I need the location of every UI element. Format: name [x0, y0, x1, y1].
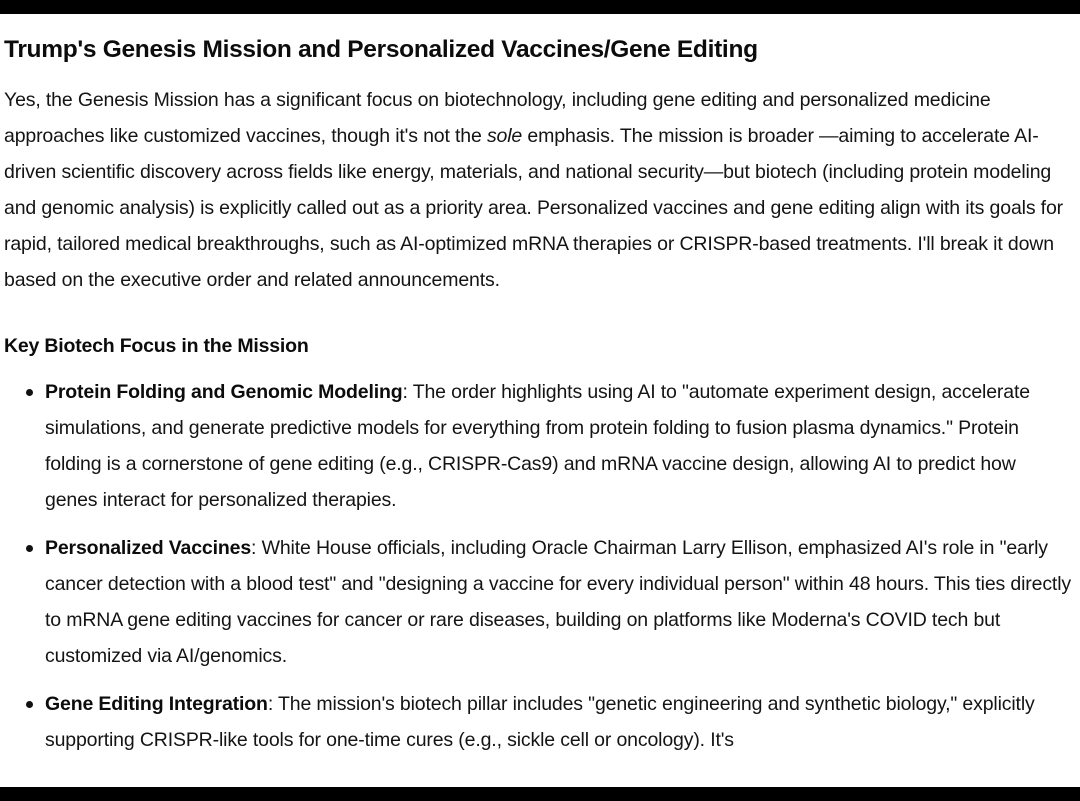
intro-emphasis: sole [486, 125, 523, 147]
bullet-term: Gene Editing Integration [45, 693, 268, 715]
article [4, 30, 1072, 770]
bullet-text: : White House officials, including Oracle Chairman Larry Ellison, emphasized AI's role in "early cancer detection with a blood test" and "designing a vaccine for every individual person" within 48 hours. This ties directly to mRNA gene editing vaccines for cancer or rare diseases, building on platforms like Moderna's COVID tech but customized via AI/genomics. [45, 537, 1071, 667]
bullet-text: : The order highlights using AI to "automate experiment design, accelerate simulations, and generate predictive models for everything from protein folding to fusion plasma dynamics." Protein folding is a cornerstone of gene editing (e.g., CRISPR-Cas9) and mRNA vaccine design, allowing AI to predict how genes interact for personalized therapies. [45, 381, 1030, 511]
bullet-term: Personalized Vaccines [45, 537, 252, 559]
bullet-dot-icon [26, 545, 33, 552]
intro-text-end: emphasis. The mission is broader —aiming to accelerate AI-driven scientific discovery across fields like energy, materials, and national security—but biotech (including protein modeling and genomic analysis) is explicitly called out as a priority area. Personalized vaccines and gene editing align with its goals for rapid, tailored medical breakthroughs, such as AI-optimized mRNA therapies or CRISPR-based treatments. I'll break it down based on the executive order and related announcements. [4, 125, 1063, 291]
article-title: Trump's Genesis Mission and Personalized Vaccines/Gene Editing [4, 36, 758, 63]
intro-text-start: Yes, the Genesis Mission has a significant focus on biotechnology, including gene editing and personalized medicine approaches like customized vaccines, though it's not the [4, 89, 991, 147]
bullet-item-personalized-vaccines [4, 530, 1072, 674]
bullet-item-gene-editing [4, 686, 1072, 758]
bullet-term: Protein Folding and Genomic Modeling [45, 381, 403, 403]
bullet-item-protein-folding [4, 374, 1072, 518]
bullet-dot-icon [26, 389, 33, 396]
bullet-text: : The mission's biotech pillar includes "genetic engineering and synthetic biology," explicitly supporting CRISPR-like tools for one-time cures (e.g., sickle cell or oncology). It's [45, 693, 1035, 751]
document-page [0, 14, 1080, 787]
bullet-dot-icon [26, 701, 33, 708]
bullet-list [4, 374, 1072, 758]
section-heading: Key Biotech Focus in the Mission [4, 335, 309, 357]
intro-paragraph [4, 82, 1072, 298]
